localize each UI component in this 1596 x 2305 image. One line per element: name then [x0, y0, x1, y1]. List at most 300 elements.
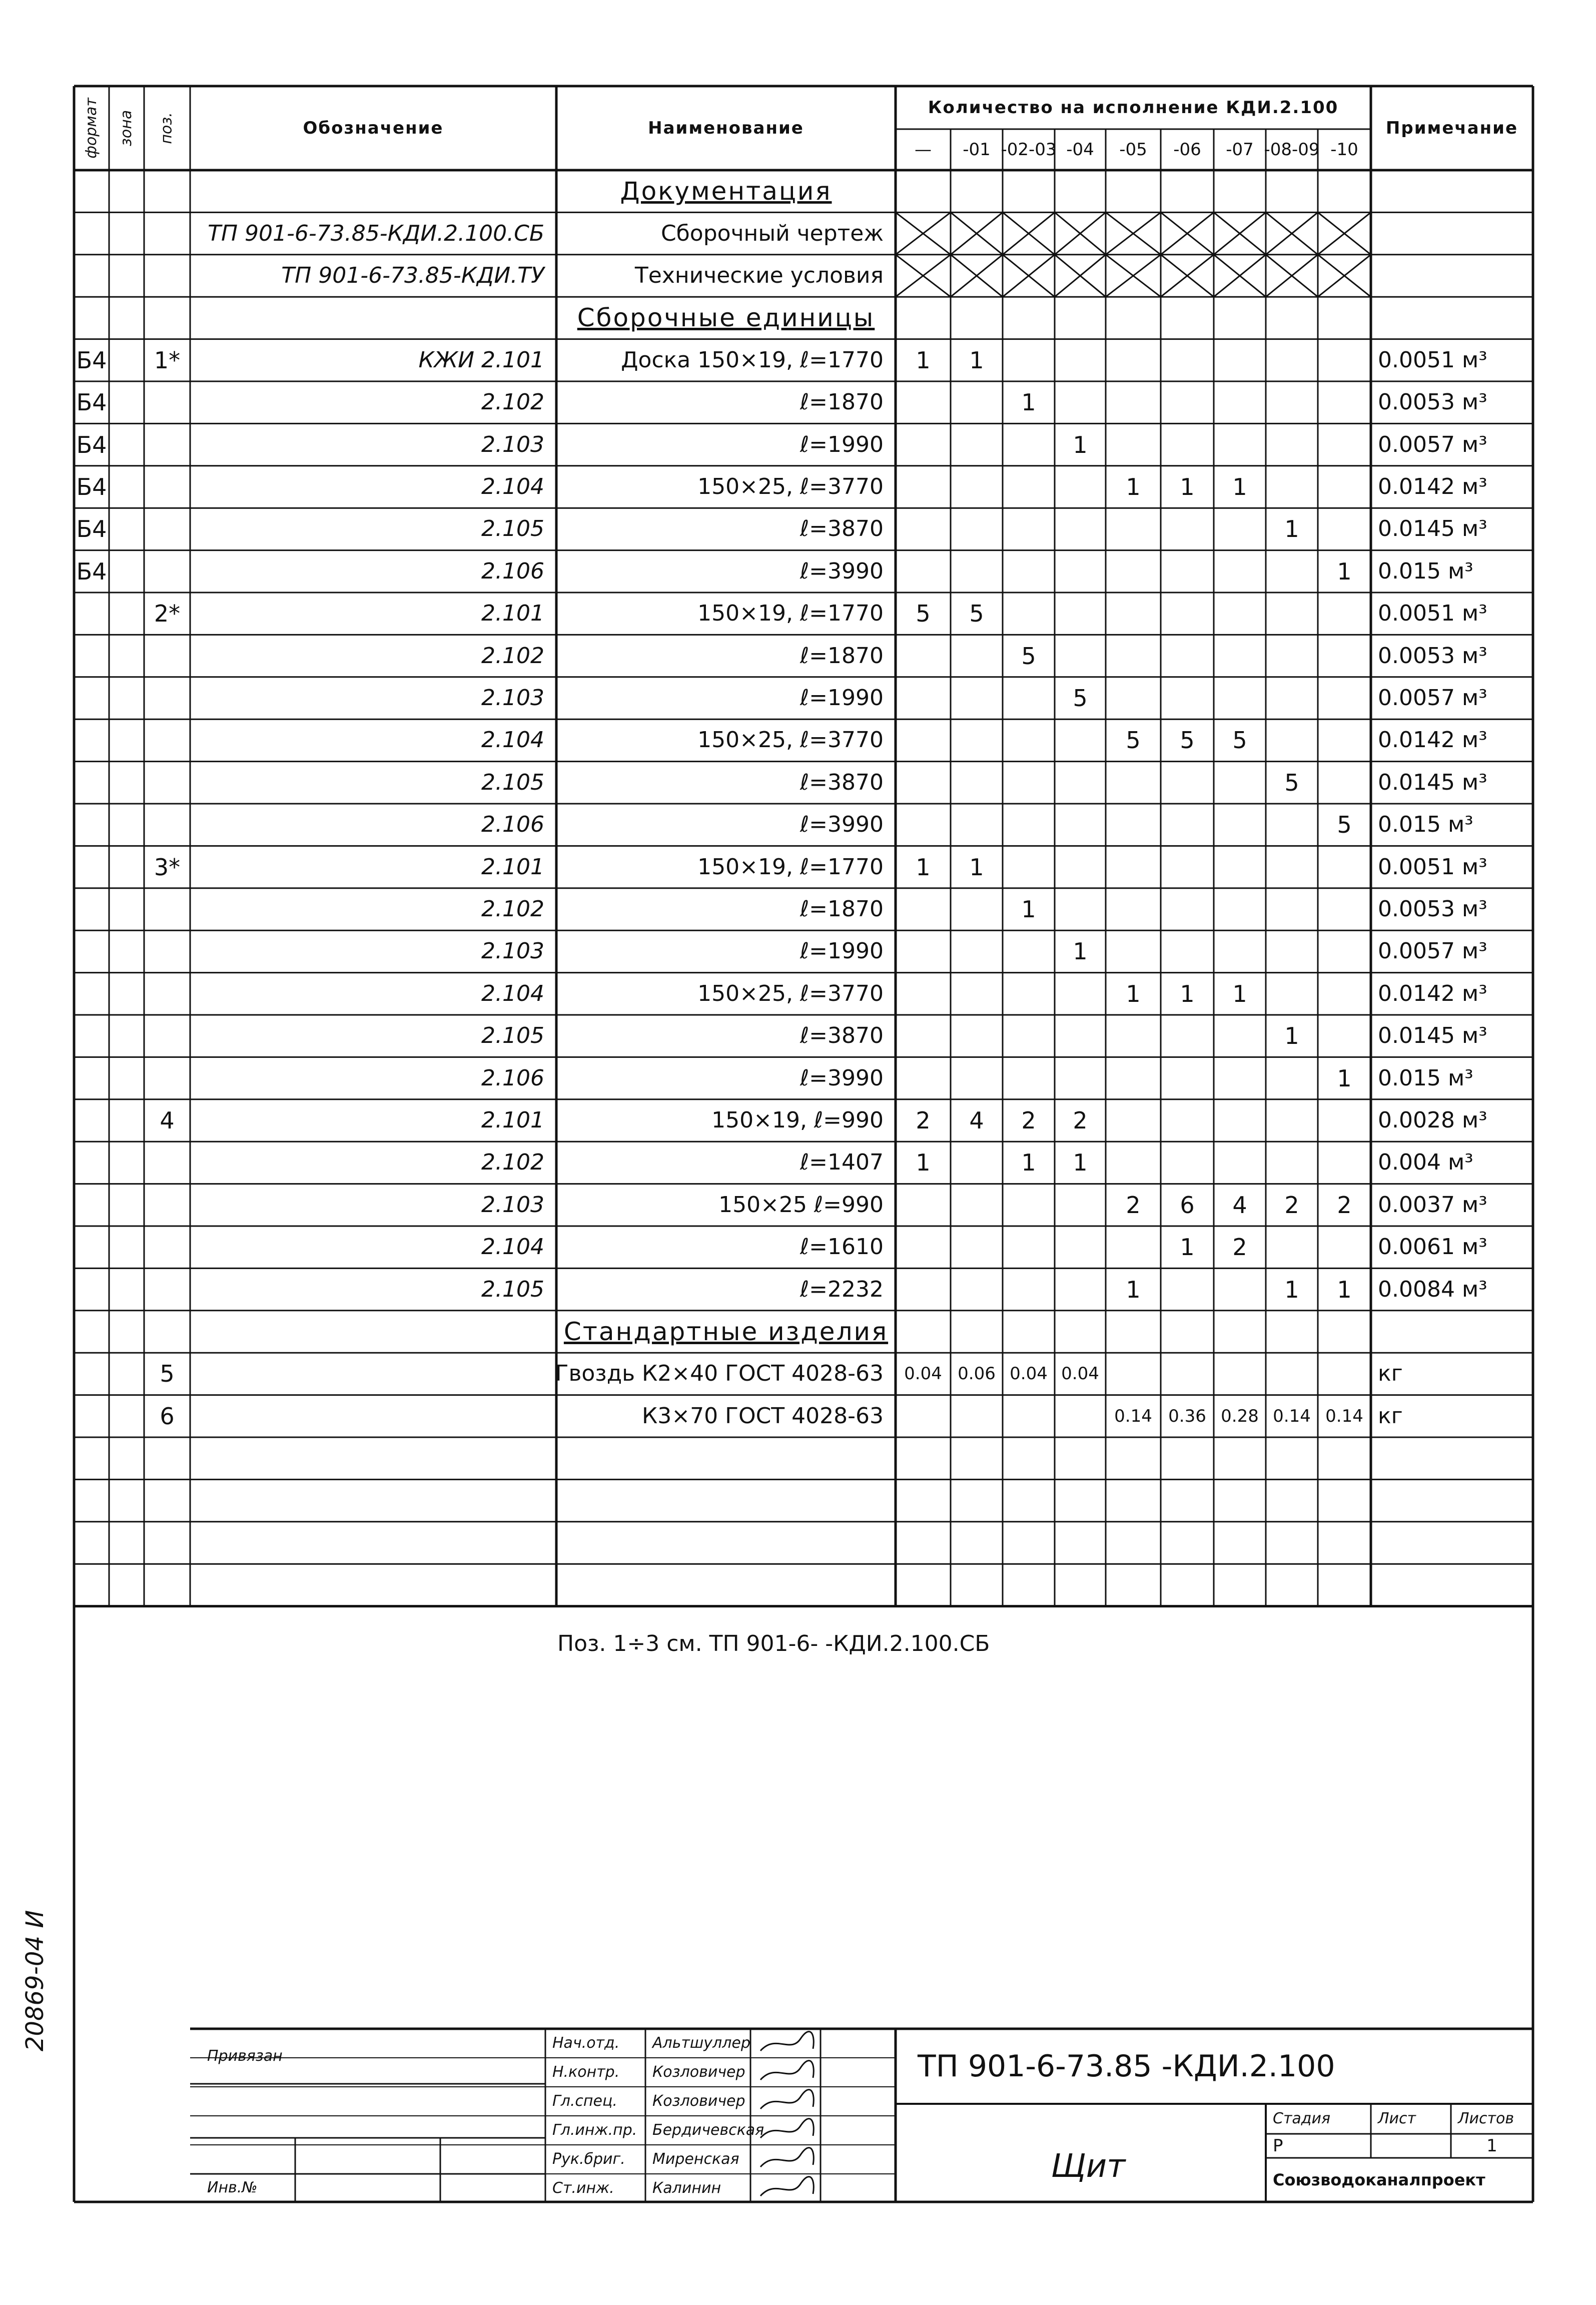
- quantity-cell: [1161, 593, 1214, 635]
- position-cell: [144, 1564, 190, 1606]
- quantity-cell: [896, 762, 951, 804]
- quantity-cell: [1003, 1226, 1055, 1268]
- note-cell: 0.0057 м³: [1378, 938, 1487, 964]
- format-cell: [74, 846, 109, 888]
- note-cell: 0.015 м³: [1378, 812, 1473, 838]
- designation-cell: 2.102: [481, 896, 544, 922]
- quantity-cell: [951, 1015, 1003, 1057]
- quantity-cell: 0.04: [904, 1364, 942, 1384]
- designation-cell: 2.105: [481, 516, 544, 542]
- quantity-cell: [896, 1057, 951, 1099]
- quantity-cell: [1106, 593, 1161, 635]
- quantity-cell: [1214, 550, 1266, 593]
- format-cell: [74, 804, 109, 846]
- stage-value: Р: [1273, 2136, 1283, 2156]
- quantity-cell: [1055, 170, 1106, 212]
- quantity-cell: [1214, 888, 1266, 930]
- note-cell: 0.0142 м³: [1378, 473, 1487, 499]
- position-cell: [144, 1268, 190, 1310]
- quantity-cell: [1106, 1479, 1161, 1521]
- position-cell: [144, 1522, 190, 1564]
- quantity-cell: [1318, 1015, 1371, 1057]
- quantity-cell: [1055, 1479, 1106, 1521]
- quantity-cell: [951, 804, 1003, 846]
- quantity-cell: [896, 1479, 951, 1521]
- quantity-cell: 0.04: [1010, 1364, 1048, 1384]
- quantity-cell: [1106, 1437, 1161, 1479]
- position-cell: [144, 381, 190, 423]
- quantity-cell: [951, 297, 1003, 339]
- quantity-cell: [1266, 1099, 1318, 1141]
- quantity-cell: [1266, 846, 1318, 888]
- archive-number: 20869-04 И: [21, 1910, 49, 2052]
- format-cell: [74, 677, 109, 719]
- quantity-cell: [1106, 1057, 1161, 1099]
- quantity-cell: [951, 888, 1003, 930]
- name-cell: [556, 1564, 896, 1606]
- note-cell: 0.0142 м³: [1378, 980, 1487, 1006]
- quantity-cell: [951, 381, 1003, 423]
- format-cell: [74, 1268, 109, 1310]
- quantity-cell: 1: [1337, 1064, 1352, 1092]
- quantity-cell: [1003, 846, 1055, 888]
- position-cell: [144, 1141, 190, 1184]
- quantity-cell: 1: [1232, 473, 1247, 500]
- format-cell: [74, 1099, 109, 1141]
- note-cell: 0.0057 м³: [1378, 685, 1487, 711]
- quantity-cell: [1318, 846, 1371, 888]
- quantity-cell: [1055, 255, 1106, 297]
- note-column-header: Примечание: [1385, 118, 1518, 138]
- designation-cell: [190, 170, 556, 212]
- quantity-cell: 2: [1232, 1234, 1247, 1261]
- quantity-cell: [1055, 1015, 1106, 1057]
- designation-cell: [190, 1564, 556, 1606]
- signature-role: Ст.инж.: [552, 2179, 614, 2197]
- position-cell: [144, 1184, 190, 1226]
- note-cell: 0.0037 м³: [1378, 1192, 1487, 1218]
- position-cell: 5: [160, 1360, 175, 1388]
- note-cell: 0.0053 м³: [1378, 643, 1487, 669]
- designation-cell: 2.106: [481, 558, 544, 584]
- position-cell: [144, 423, 190, 465]
- quantity-cell: [1214, 423, 1266, 465]
- quantity-cell: [1214, 1057, 1266, 1099]
- quantity-cell: [951, 1479, 1003, 1521]
- quantity-cell: [1106, 1015, 1161, 1057]
- quantity-cell: [951, 1437, 1003, 1479]
- quantity-cell: [1161, 762, 1214, 804]
- quantity-cell: [1003, 550, 1055, 593]
- signature-name: Бердичевская: [652, 2121, 764, 2139]
- quantity-cell: [1266, 1522, 1318, 1564]
- signature-role: Гл.инж.пр.: [552, 2121, 637, 2139]
- format-cell: Б4: [76, 431, 107, 458]
- quantity-cell: [1003, 1184, 1055, 1226]
- designation-cell: 2.103: [481, 685, 544, 711]
- designation-cell: [190, 297, 556, 339]
- quantity-cell: [1106, 255, 1161, 297]
- note-cell: 0.0145 м³: [1378, 769, 1487, 795]
- quantity-cell: [1161, 1522, 1214, 1564]
- quantity-cell: [1161, 1141, 1214, 1184]
- position-cell: [144, 550, 190, 593]
- name-cell: 150×19, ℓ=990: [711, 1107, 884, 1133]
- note-cell: [1371, 255, 1533, 297]
- position-cell: [144, 1015, 190, 1057]
- note-cell: 0.015 м³: [1378, 558, 1473, 584]
- quantity-cell: [1106, 1141, 1161, 1184]
- quantity-cell: [1214, 677, 1266, 719]
- designation-cell: [190, 1353, 556, 1395]
- note-cell: 0.0053 м³: [1378, 896, 1487, 922]
- quantity-cell: 1: [969, 346, 984, 374]
- sheet-value: [1371, 2134, 1451, 2158]
- note-cell: [1371, 1564, 1533, 1606]
- quantity-cell: 0.14: [1325, 1406, 1363, 1426]
- quantity-cell: [1106, 212, 1161, 254]
- quantity-cell: 1: [1337, 557, 1352, 585]
- quantity-cell: [1055, 973, 1106, 1015]
- name-cell: ℓ=3990: [800, 558, 884, 584]
- quantity-cell: [1055, 1268, 1106, 1310]
- quantity-cell: [896, 1564, 951, 1606]
- format-cell: Б4: [76, 346, 107, 374]
- quantity-cell: [1266, 719, 1318, 761]
- quantity-cell: 0.14: [1273, 1406, 1311, 1426]
- signature-role: Гл.спец.: [552, 2092, 617, 2110]
- quantity-cell: [1055, 508, 1106, 550]
- quantity-cell: 1: [1284, 1022, 1299, 1050]
- quantity-cell: [1161, 1099, 1214, 1141]
- quantity-cell: [1214, 762, 1266, 804]
- quantity-cell: [1318, 1437, 1371, 1479]
- quantity-cell: [1055, 550, 1106, 593]
- quantity-cell: [1003, 1311, 1055, 1353]
- name-column-header: Наименование: [648, 118, 804, 138]
- quantity-cell: [1106, 339, 1161, 381]
- quantity-cell: [1106, 804, 1161, 846]
- quantity-cell: [1106, 635, 1161, 677]
- quantity-cell: [1214, 930, 1266, 972]
- sheet-label: Лист: [1378, 2110, 1416, 2127]
- quantity-cell: [1214, 381, 1266, 423]
- quantity-cell: [896, 466, 951, 508]
- note-cell: 0.0028 м³: [1378, 1107, 1487, 1133]
- quantity-cell: [1161, 1311, 1214, 1353]
- quantity-cell: [1003, 677, 1055, 719]
- quantity-cell: [1161, 1353, 1214, 1395]
- quantity-cell: 1: [916, 853, 931, 881]
- quantity-cell: [1003, 973, 1055, 1015]
- position-cell: 2*: [154, 600, 181, 628]
- quantity-cell: 5: [1232, 727, 1247, 754]
- designation-column-header: Обозначение: [303, 118, 444, 138]
- quantity-cell: [1318, 255, 1371, 297]
- variant-header-6: -07: [1226, 140, 1254, 160]
- name-cell: ℓ=1610: [800, 1234, 884, 1260]
- note-cell: 0.0084 м³: [1378, 1276, 1487, 1302]
- quantity-cell: [1106, 677, 1161, 719]
- quantity-cell: [1214, 593, 1266, 635]
- quantity-cell: [1266, 1226, 1318, 1268]
- quantity-cell: [1003, 170, 1055, 212]
- quantity-cell: 1: [1284, 515, 1299, 543]
- name-cell: ℓ=3870: [800, 1023, 884, 1049]
- zone-column-header: [109, 86, 144, 170]
- name-cell: ℓ=1990: [800, 685, 884, 711]
- designation-cell: [190, 1311, 556, 1353]
- quantity-cell: [896, 930, 951, 972]
- position-cell: [144, 212, 190, 254]
- position-cell: [144, 1479, 190, 1521]
- quantity-cell: [1266, 677, 1318, 719]
- section-heading: Документация: [620, 177, 832, 206]
- quantity-cell: [1106, 888, 1161, 930]
- name-cell: ℓ=1407: [800, 1149, 884, 1176]
- quantity-cell: [1214, 170, 1266, 212]
- quantity-cell: [896, 1015, 951, 1057]
- quantity-cell: 0.14: [1114, 1406, 1152, 1426]
- designation-cell: ТП 901-6-73.85-КДИ.2.100.СБ: [208, 220, 544, 246]
- quantity-cell: [896, 677, 951, 719]
- quantity-cell: [1318, 1226, 1371, 1268]
- quantity-cell: [1266, 1437, 1318, 1479]
- quantity-cell: [1214, 1522, 1266, 1564]
- format-cell: Б4: [76, 557, 107, 585]
- quantity-cell: [1161, 550, 1214, 593]
- quantity-cell: [1318, 593, 1371, 635]
- quantity-cell: 1: [1021, 895, 1036, 923]
- name-cell: [556, 1522, 896, 1564]
- quantity-cell: [1214, 508, 1266, 550]
- position-cell: 4: [160, 1106, 175, 1134]
- quantity-cell: [1161, 1268, 1214, 1310]
- name-cell: ℓ=1870: [800, 896, 884, 922]
- quantity-cell: [1161, 1437, 1214, 1479]
- quantity-cell: [1161, 1057, 1214, 1099]
- quantity-cell: [1003, 1522, 1055, 1564]
- quantity-cell: [1214, 804, 1266, 846]
- quantity-cell: 1: [1021, 1149, 1036, 1177]
- quantity-cell: [1266, 973, 1318, 1015]
- format-cell: [74, 1353, 109, 1395]
- note-cell: [1371, 1437, 1533, 1479]
- quantity-cell: 1: [1073, 938, 1088, 965]
- quantity-cell: [1266, 339, 1318, 381]
- quantity-cell: [1161, 339, 1214, 381]
- quantity-cell: [1003, 212, 1055, 254]
- position-cell: [144, 635, 190, 677]
- name-cell: ℓ=1990: [800, 938, 884, 964]
- signature-name: Козловичер: [652, 2092, 745, 2110]
- quantity-cell: [1003, 1015, 1055, 1057]
- quantity-cell: [1318, 381, 1371, 423]
- format-cell: [74, 255, 109, 297]
- position-cell: [144, 677, 190, 719]
- quantity-cell: 1: [1126, 473, 1141, 500]
- designation-cell: 2.103: [481, 431, 544, 457]
- section-heading: Стандартные изделия: [563, 1317, 889, 1346]
- format-cell: [74, 1184, 109, 1226]
- quantity-cell: [1003, 593, 1055, 635]
- quantity-cell: [896, 1522, 951, 1564]
- quantity-cell: [951, 550, 1003, 593]
- quantity-cell: [896, 508, 951, 550]
- quantity-cell: [1106, 508, 1161, 550]
- quantity-cell: [1055, 339, 1106, 381]
- format-column-header: [74, 86, 109, 170]
- quantity-cell: [1003, 719, 1055, 761]
- quantity-cell: [1055, 804, 1106, 846]
- name-cell: Доска 150×19, ℓ=1770: [621, 347, 884, 373]
- quantity-cell: [1055, 719, 1106, 761]
- position-cell: [144, 930, 190, 972]
- quantity-cell: [951, 423, 1003, 465]
- quantity-cell: [1106, 1099, 1161, 1141]
- quantity-cell: 4: [1232, 1191, 1247, 1219]
- name-cell: 150×19, ℓ=1770: [697, 601, 884, 627]
- position-cell: 1*: [154, 346, 181, 374]
- position-cell: [144, 762, 190, 804]
- quantity-cell: [1161, 423, 1214, 465]
- name-cell: 150×25, ℓ=3770: [697, 980, 884, 1006]
- quantity-cell: [1318, 508, 1371, 550]
- quantity-cell: [1266, 423, 1318, 465]
- position-column-header: [144, 86, 190, 170]
- note-cell: [1371, 170, 1533, 212]
- designation-cell: [190, 1395, 556, 1437]
- quantity-cell: [1266, 297, 1318, 339]
- format-cell: [74, 888, 109, 930]
- quantity-cell: [1214, 1268, 1266, 1310]
- name-cell: Гвоздь К2×40 ГОСТ 4028-63: [555, 1361, 884, 1387]
- quantity-cell: [1055, 1311, 1106, 1353]
- note-cell: 0.0145 м³: [1378, 516, 1487, 542]
- quantity-cell: 0.28: [1221, 1406, 1259, 1426]
- variant-header-7: -08-09: [1264, 140, 1320, 160]
- quantity-cell: 2: [1126, 1191, 1141, 1219]
- quantity-cell: [1214, 1479, 1266, 1521]
- designation-cell: 2.102: [481, 1149, 544, 1176]
- variant-header-0: —: [915, 140, 932, 160]
- zone-header-label: зона: [118, 110, 135, 147]
- quantity-cell: [1214, 1564, 1266, 1606]
- quantity-cell: 1: [916, 1149, 931, 1177]
- quantity-cell: [1266, 804, 1318, 846]
- quantity-cell: [951, 635, 1003, 677]
- quantity-cell: [1318, 973, 1371, 1015]
- designation-cell: [190, 1479, 556, 1521]
- format-cell: [74, 1057, 109, 1099]
- quantity-cell: [1003, 339, 1055, 381]
- name-cell: Сборочный чертеж: [660, 220, 884, 246]
- quantity-cell: [1214, 1353, 1266, 1395]
- designation-cell: 2.101: [481, 601, 544, 627]
- quantity-cell: [951, 255, 1003, 297]
- quantity-cell: 2: [1021, 1106, 1036, 1134]
- quantity-cell: [896, 550, 951, 593]
- format-cell: [74, 635, 109, 677]
- quantity-cell: [1055, 593, 1106, 635]
- quantity-cell: 5: [1180, 727, 1195, 754]
- quantity-cell: [1055, 635, 1106, 677]
- format-cell: [74, 1437, 109, 1479]
- quantity-cell: [1214, 297, 1266, 339]
- name-cell: ℓ=1870: [800, 643, 884, 669]
- designation-cell: 2.103: [481, 1192, 544, 1218]
- note-cell: 0.0057 м³: [1378, 431, 1487, 457]
- quantity-cell: [896, 423, 951, 465]
- note-cell: [1371, 212, 1533, 254]
- designation-cell: 2.104: [481, 1234, 544, 1260]
- document-title: Щит: [1051, 2148, 1126, 2185]
- position-cell: [144, 888, 190, 930]
- quantity-cell: [1161, 930, 1214, 972]
- quantity-cell: 1: [1337, 1276, 1352, 1303]
- position-cell: [144, 170, 190, 212]
- quantity-cell: [1106, 1226, 1161, 1268]
- quantity-cell: [1214, 846, 1266, 888]
- name-cell: ℓ=3870: [800, 516, 884, 542]
- position-cell: 6: [160, 1402, 175, 1430]
- format-cell: [74, 762, 109, 804]
- format-cell: [74, 212, 109, 254]
- position-header-label: поз.: [158, 112, 176, 144]
- quantity-cell: [1318, 1353, 1371, 1395]
- quantity-cell: 0.36: [1168, 1406, 1206, 1426]
- quantity-cell: [1003, 804, 1055, 846]
- name-cell: 150×25 ℓ=990: [718, 1192, 884, 1218]
- quantity-cell: [1214, 1015, 1266, 1057]
- sheets-label: Листов: [1458, 2110, 1514, 2127]
- note-cell: 0.0051 м³: [1378, 347, 1487, 373]
- position-cell: [144, 466, 190, 508]
- note-cell: кг: [1378, 1403, 1403, 1429]
- quantity-cell: [1214, 1141, 1266, 1184]
- quantity-cell: [1055, 1564, 1106, 1606]
- signature-name: Калинин: [652, 2179, 721, 2197]
- name-cell: ℓ=2232: [800, 1276, 884, 1302]
- footnote-text: Поз. 1÷3 см. ТП 901-6- -КДИ.2.100.СБ: [557, 1631, 990, 1656]
- position-cell: [144, 508, 190, 550]
- quantity-cell: 1: [1021, 389, 1036, 416]
- format-cell: [74, 1226, 109, 1268]
- name-cell: ℓ=1870: [800, 389, 884, 415]
- quantity-cell: [1214, 635, 1266, 677]
- designation-cell: 2.105: [481, 1276, 544, 1302]
- quantity-cell: 2: [1073, 1106, 1088, 1134]
- quantity-cell: [951, 1057, 1003, 1099]
- quantity-cell: [951, 1141, 1003, 1184]
- quantity-cell: [951, 212, 1003, 254]
- quantity-cell: [951, 1564, 1003, 1606]
- quantity-cell: 1: [916, 346, 931, 374]
- quantity-cell: [1106, 1564, 1161, 1606]
- sheets-value: 1: [1486, 2136, 1497, 2156]
- designation-cell: ТП 901-6-73.85-КДИ.ТУ: [281, 262, 544, 288]
- quantity-cell: 1: [1232, 980, 1247, 1007]
- handwritten-signature: [760, 2090, 814, 2109]
- quantity-cell: [951, 1522, 1003, 1564]
- designation-cell: КЖИ 2.101: [418, 347, 544, 373]
- position-cell: [144, 719, 190, 761]
- quantity-cell: [1266, 1564, 1318, 1606]
- quantity-cell: [1214, 255, 1266, 297]
- quantity-cell: [1161, 846, 1214, 888]
- quantity-cell: [1161, 635, 1214, 677]
- designation-cell: 2.105: [481, 1023, 544, 1049]
